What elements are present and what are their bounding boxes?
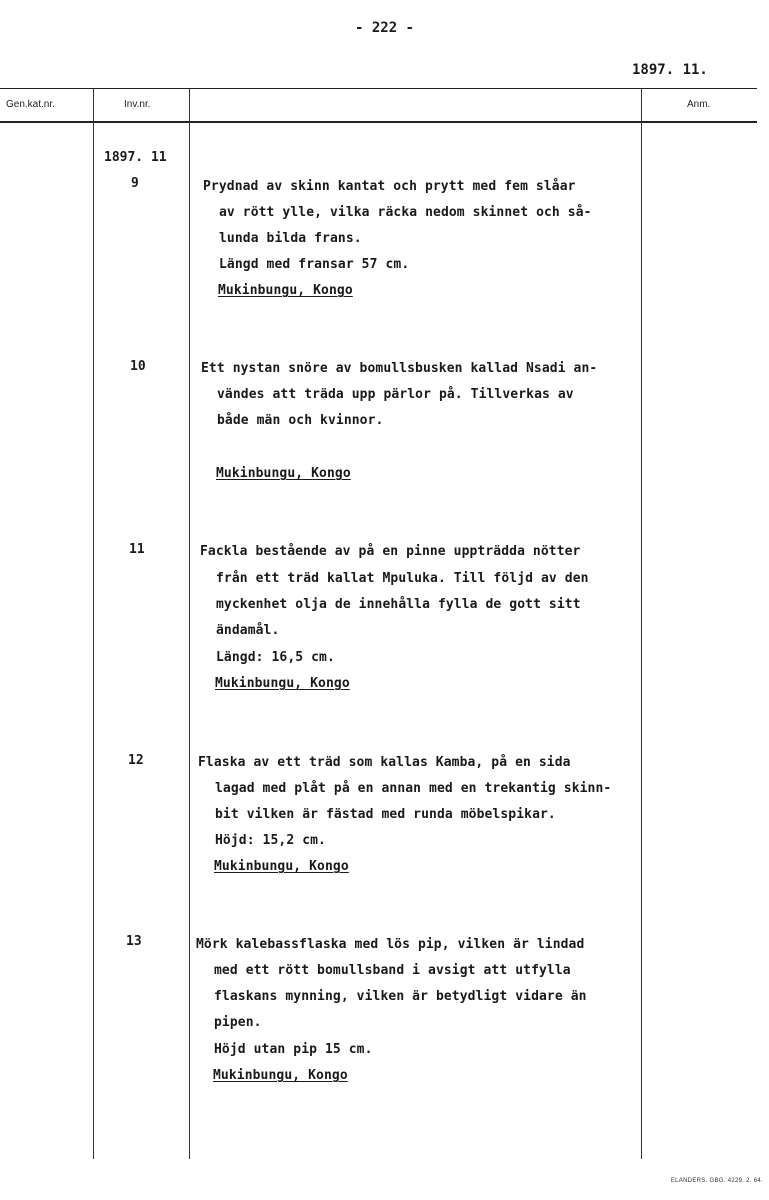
group-number: 1897. 11 xyxy=(104,150,167,165)
header-bottom-rule xyxy=(0,121,757,123)
inventory-number: 11 xyxy=(129,542,145,557)
entry-description-line: Mörk kalebassflaska med lös pip, vilken är lindad xyxy=(196,937,585,952)
entry-description-line: lagad med plåt på en annan med en trekantig skinn- xyxy=(215,781,612,796)
entry-description-line: flaskans mynning, vilken är betydligt vidare än xyxy=(214,989,587,1004)
entry-description-line: av rött ylle, vilka räcka nedom skinnet och så- xyxy=(219,205,592,220)
column-divider-gen-inv xyxy=(93,89,94,1159)
entry-measurement: Längd med fransar 57 cm. xyxy=(219,257,410,272)
column-header-anm: Anm. xyxy=(687,99,711,110)
column-header-gen-kat-nr: Gen.kat.nr. xyxy=(6,99,55,110)
entry-description-line: Prydnad av skinn kantat och prytt med fem slåar xyxy=(203,179,576,194)
entry-measurement: Längd: 16,5 cm. xyxy=(216,650,335,665)
inventory-number: 12 xyxy=(128,753,144,768)
inventory-number: 13 xyxy=(126,934,142,949)
entry-description-line: lunda bilda frans. xyxy=(219,231,362,246)
entry-description-line: från ett träd kallat Mpuluka. Till följd av den xyxy=(216,571,589,586)
entry-measurement: Höjd: 15,2 cm. xyxy=(215,833,326,848)
entry-location: Mukinbungu, Kongo xyxy=(214,859,349,874)
entry-description-line: myckenhet olja de innehålla fylla de gott sitt xyxy=(216,597,581,612)
entry-description-line: både män och kvinnor. xyxy=(217,413,384,428)
entry-location: Mukinbungu, Kongo xyxy=(216,466,351,481)
entry-location: Mukinbungu, Kongo xyxy=(218,283,353,298)
column-divider-desc-anm xyxy=(641,89,642,1159)
page-number: - 222 - xyxy=(354,20,414,36)
entry-description-line: ändamål. xyxy=(216,623,280,638)
entry-description-line: Flaska av ett träd som kallas Kamba, på en sida xyxy=(198,755,571,770)
entry-measurement: Höjd utan pip 15 cm. xyxy=(214,1042,373,1057)
entry-location: Mukinbungu, Kongo xyxy=(213,1068,348,1083)
header-top-rule xyxy=(0,88,757,89)
catalog-year-reference: 1897. 11. xyxy=(632,62,708,78)
entry-location: Mukinbungu, Kongo xyxy=(215,676,350,691)
entry-description-line: Ett nystan snöre av bomullsbusken kallad Nsadi an- xyxy=(201,361,598,376)
column-divider-inv-desc xyxy=(189,89,190,1159)
entry-description-line: med ett rött bomullsband i avsigt att utfylla xyxy=(214,963,571,978)
entry-description-line: pipen. xyxy=(214,1015,262,1030)
inventory-number: 9 xyxy=(131,176,139,191)
inventory-number: 10 xyxy=(130,359,146,374)
entry-description-line: bit vilken är fästad med runda möbelspikar. xyxy=(215,807,556,822)
printer-imprint: ELANDERS. GBG. 4229. 2. 64. xyxy=(670,1178,763,1184)
entry-description-line: vändes att träda upp pärlor på. Tillverkas av xyxy=(217,387,574,402)
entry-description-line: Fackla bestående av på en pinne uppträdda nötter xyxy=(200,544,581,559)
column-header-inv-nr: Inv.nr. xyxy=(124,99,151,110)
